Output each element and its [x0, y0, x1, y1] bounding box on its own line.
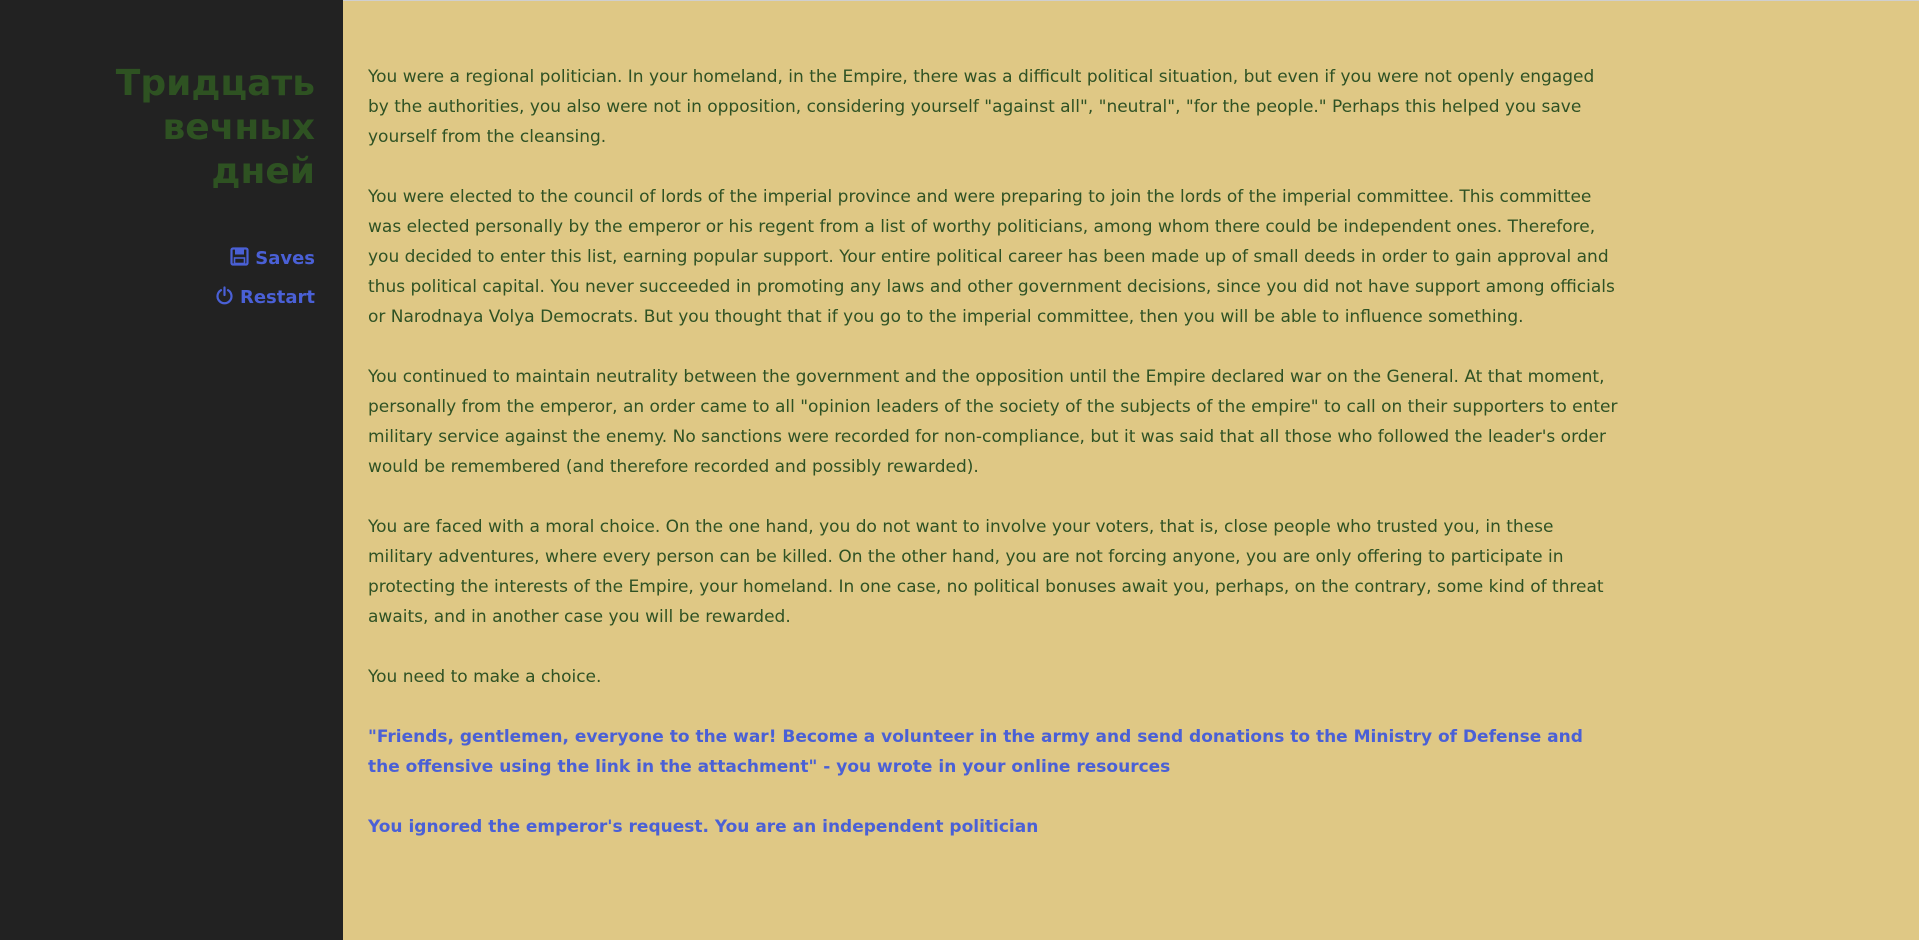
passage-paragraph: You continued to maintain neutrality between the government and the opposition until the Empire declared war on the General. At that moment, personally from the emperor, an order came to all "opinion leaders of the society of the subjects of the empire" to call on their supporters to enter military service against the enemy. No sanctions were recorded for non-compliance, but it was said that all those who followed the leader's order would be remembered (and therefore recorded and possibly rewarded).	[368, 367, 1618, 477]
story-title: Тридцать вечных дней	[115, 63, 315, 192]
passage-paragraph: You need to make a choice.	[368, 667, 602, 687]
floppy-disk-icon	[230, 247, 249, 266]
power-icon	[215, 286, 234, 305]
passage-paragraph: You are faced with a moral choice. On the one hand, you do not want to involve your voters, that is, close people who trusted you, in these military adventures, where every person can be killed. On the other hand, you are not forcing anyone, you are only offering to participate in protecting the interests of the Empire, your homeland. In one case, no political bonuses await you, perhaps, on the contrary, some kind of threat awaits, and in another case you will be rewarded.	[368, 517, 1604, 627]
choice-link-ignore[interactable]: You ignored the emperor's request. You are an independent politician	[368, 817, 1039, 837]
saves-label: Saves	[255, 248, 315, 269]
saves-button[interactable]	[215, 247, 315, 269]
passage	[368, 62, 1618, 872]
top-divider	[343, 0, 1919, 1]
sidebar	[0, 0, 343, 940]
restart-button[interactable]	[215, 286, 315, 308]
passage-paragraph: You were a regional politician. In your homeland, in the Empire, there was a difficult political situation, but even if you were not openly engaged by the authorities, you also were not in opposition, considering yourself "against all", "neutral", "for the people." Perhaps this helped you save yourself from the cleansing.	[368, 67, 1595, 147]
restart-label: Restart	[239, 287, 315, 308]
choice-link-volunteer[interactable]: "Friends, gentlemen, everyone to the war! Become a volunteer in the army and send donations to the Ministry of Defense and the offensive using the link in the attachment" - you wrote in your online resources	[368, 727, 1583, 777]
passage-paragraph: You were elected to the council of lords of the imperial province and were preparing to join the lords of the imperial committee. This committee was elected personally by the emperor or his regent from a list of worthy politicians, among whom there could be independent ones. Therefore, you decided to enter this list, earning popular support. Your entire political career has been made up of small deeds in order to gain approval and thus political capital. You never succeeded in promoting any laws and other government decisions, since you did not have support among officials or Narodnaya Volya Democrats. But you thought that if you go to the imperial committee, then you will be able to influence something.	[368, 187, 1615, 327]
sidebar-menu	[215, 247, 315, 325]
